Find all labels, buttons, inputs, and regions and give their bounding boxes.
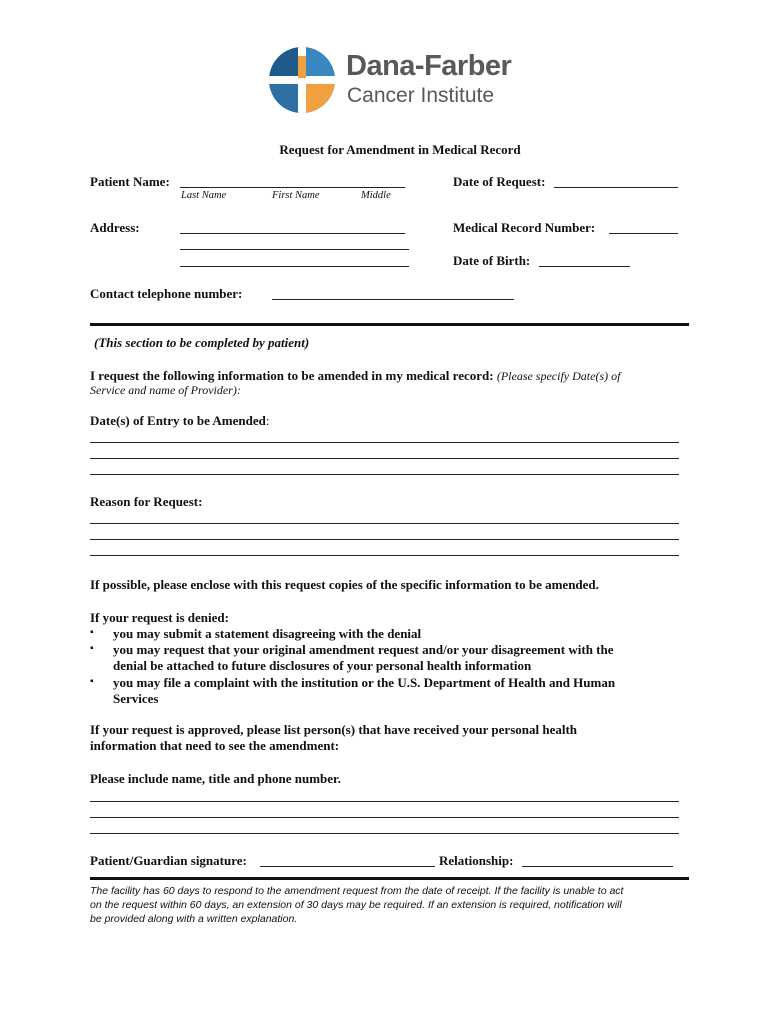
dates-colon: : bbox=[265, 413, 270, 428]
request-statement bbox=[90, 368, 620, 384]
approved-line-1: If your request is approved, please list person(s) that have received your personal health bbox=[90, 722, 578, 737]
relationship-field[interactable] bbox=[522, 866, 673, 867]
dates-line-2[interactable] bbox=[90, 458, 679, 459]
denied-item-3: you may file a complaint with the institution or the U.S. Department of Health and Human bbox=[113, 675, 616, 690]
address-field-2[interactable] bbox=[180, 249, 409, 250]
dob-label: Date of Birth: bbox=[453, 253, 531, 268]
reason-label: Reason for Request: bbox=[90, 494, 203, 509]
page-title: Request for Amendment in Medical Record bbox=[279, 142, 521, 157]
address-field-1[interactable] bbox=[180, 233, 405, 234]
persons-line-2[interactable] bbox=[90, 817, 679, 818]
bullet-icon: ▪ bbox=[90, 676, 94, 687]
mrn-field[interactable] bbox=[609, 233, 678, 234]
bullet-icon: ▪ bbox=[90, 643, 94, 654]
footer-line-1: The facility has 60 days to respond to the amendment request from the date of receipt. If the facility is unable to act bbox=[90, 885, 624, 897]
signature-label: Patient/Guardian signature: bbox=[90, 853, 247, 868]
date-of-request-field[interactable] bbox=[554, 187, 678, 188]
patient-name-field[interactable] bbox=[180, 187, 405, 188]
reason-line-2[interactable] bbox=[90, 539, 679, 540]
dob-field[interactable] bbox=[539, 266, 630, 267]
footer-line-2: on the request within 60 days, an extension of 30 days may be required. If an extension is required, notification will bbox=[90, 899, 622, 911]
include-label: Please include name, title and phone number. bbox=[90, 771, 341, 786]
date-of-request-label: Date of Request: bbox=[453, 174, 546, 189]
section-note: (This section to be completed by patient) bbox=[94, 335, 310, 350]
persons-line-3[interactable] bbox=[90, 833, 679, 834]
address-label: Address: bbox=[90, 220, 140, 235]
signature-field[interactable] bbox=[260, 866, 435, 867]
logo bbox=[268, 46, 538, 114]
section-divider bbox=[90, 323, 689, 326]
denied-heading: If your request is denied: bbox=[90, 610, 229, 625]
persons-line-1[interactable] bbox=[90, 801, 679, 802]
denied-item-2: you may request that your original amendment request and/or your disagreement with the bbox=[113, 642, 614, 657]
denied-item-2-cont: denial be attached to future disclosures of your personal health information bbox=[113, 658, 532, 673]
footer-line-3: be provided along with a written explanation. bbox=[90, 913, 298, 925]
enclose-note: If possible, please enclose with this request copies of the specific information to be amended. bbox=[90, 577, 599, 592]
approved-line-2: information that need to see the amendment: bbox=[90, 738, 340, 753]
contact-field[interactable] bbox=[272, 299, 514, 300]
denied-item-3-cont: Services bbox=[113, 691, 159, 706]
logo-line2: Cancer Institute bbox=[347, 84, 495, 107]
relationship-label: Relationship: bbox=[439, 853, 514, 868]
dates-label: Date(s) of Entry to be Amended bbox=[90, 413, 266, 428]
dates-heading bbox=[90, 413, 269, 429]
dates-line-1[interactable] bbox=[90, 442, 679, 443]
dates-line-3[interactable] bbox=[90, 474, 679, 475]
reason-line-3[interactable] bbox=[90, 555, 679, 556]
patient-name-label: Patient Name: bbox=[90, 174, 170, 189]
first-name-caption: First Name bbox=[272, 190, 320, 201]
footer-divider bbox=[90, 877, 689, 880]
address-field-3[interactable] bbox=[180, 266, 409, 267]
mrn-label: Medical Record Number: bbox=[453, 220, 596, 235]
last-name-caption: Last Name bbox=[181, 190, 227, 201]
request-italic-2: Service and name of Provider): bbox=[90, 383, 241, 397]
logo-line1: Dana-Farber bbox=[346, 50, 512, 82]
bullet-icon: ▪ bbox=[90, 627, 94, 638]
reason-line-1[interactable] bbox=[90, 523, 679, 524]
request-bold: I request the following information to be amended in my medical record: bbox=[90, 368, 494, 383]
middle-name-caption: Middle bbox=[361, 190, 391, 201]
request-italic-1: (Please specify Date(s) of bbox=[496, 369, 621, 383]
denied-item-1: you may submit a statement disagreeing with the denial bbox=[113, 626, 422, 641]
contact-label: Contact telephone number: bbox=[90, 286, 243, 301]
logo-mark-icon bbox=[268, 46, 336, 114]
